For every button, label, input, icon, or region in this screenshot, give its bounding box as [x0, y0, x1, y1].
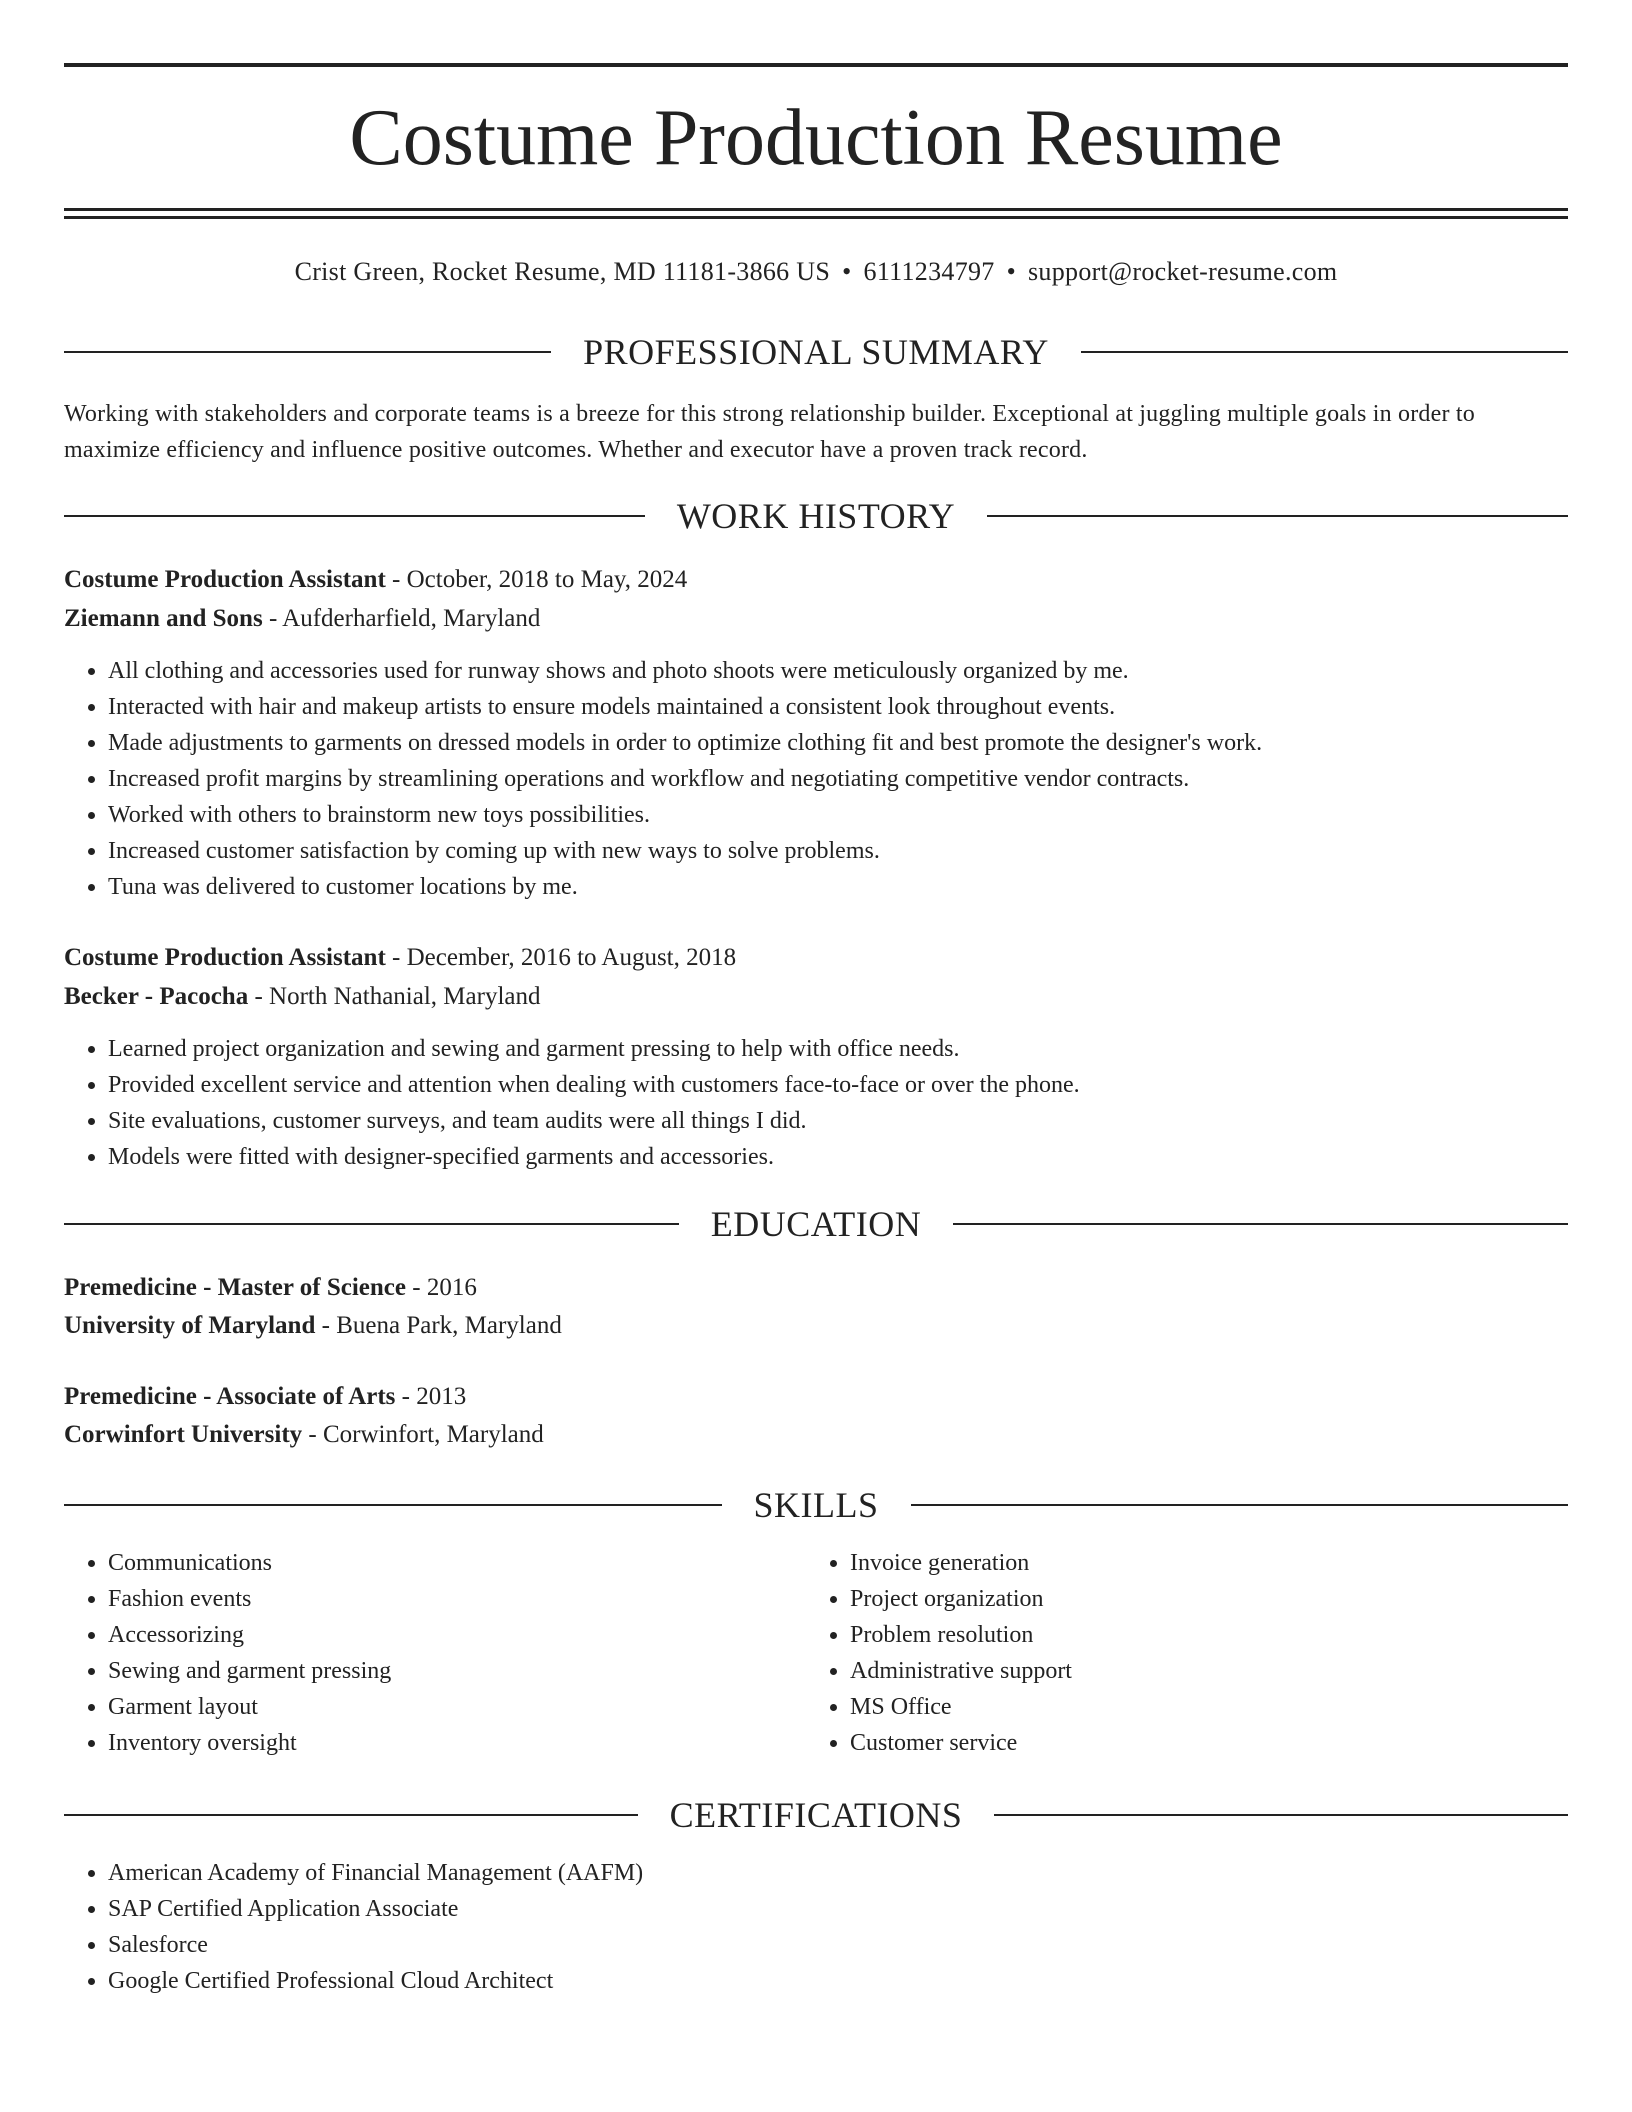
- section-heading-label: PROFESSIONAL SUMMARY: [583, 332, 1049, 372]
- skill-item: • Project organization: [850, 1581, 1072, 1617]
- job-dates: - October, 2018 to May, 2024: [385, 566, 688, 593]
- skill-item: • Sewing and garment pressing: [108, 1653, 391, 1689]
- summary-text: Working with stakeholders and corporate teams is a breeze for this strong relationship builder. Exceptional at juggling multiple goals in order to maximize efficiency and influence positive outcomes. Whether and executor have a proven track record.: [64, 401, 1475, 463]
- skill-item: • Accessorizing: [108, 1617, 391, 1653]
- list-item: • Provided excellent service and attention when dealing with customers face-to-face or over the phone.: [108, 1067, 1080, 1103]
- list-item: • Increased profit margins by streamlining operations and workflow and negotiating competitive vendor contracts.: [108, 761, 1262, 797]
- education-degree-line: [64, 1270, 1568, 1306]
- education-school: University of Maryland: [64, 1312, 316, 1339]
- skill-item: • Inventory oversight: [108, 1725, 391, 1761]
- heading-rule: [64, 1223, 679, 1225]
- job-location: - North Nathanial, Maryland: [248, 983, 541, 1010]
- list-item: • Tuna was delivered to customer locations by me.: [108, 869, 1262, 905]
- heading-rule: [987, 515, 1568, 517]
- education-degree: Premedicine - Associate of Arts: [64, 1383, 396, 1410]
- job-title-line: [64, 940, 1568, 976]
- job-bullets: [64, 653, 1262, 905]
- certification-item: • SAP Certified Application Associate: [108, 1891, 643, 1927]
- education-school: Corwinfort University: [64, 1421, 303, 1448]
- skill-item: • Communications: [108, 1545, 391, 1581]
- heading-rule: [64, 1814, 638, 1816]
- resume-title: Costume Production Resume: [349, 94, 1283, 182]
- education-school-line: [64, 1308, 1568, 1344]
- list-item: • Worked with others to brainstorm new toys possibilities.: [108, 797, 1262, 833]
- job-title: Costume Production Assistant: [64, 944, 386, 971]
- title-rule-upper: [64, 208, 1568, 211]
- section-heading-work: [64, 494, 1568, 538]
- heading-rule: [64, 515, 645, 517]
- title-rule-lower: [64, 216, 1568, 219]
- skill-item: • Garment layout: [108, 1689, 391, 1725]
- education-degree-line: [64, 1379, 1568, 1415]
- skills-list-left: [64, 1545, 391, 1761]
- contact-phone: 6111234797: [863, 257, 995, 286]
- job-title-line: [64, 562, 1568, 598]
- job-company: Becker - Pacocha: [64, 983, 249, 1010]
- section-heading-skills: [64, 1483, 1568, 1527]
- list-item: • Made adjustments to garments on dressed models in order to optimize clothing fit and best promote the designer's work.: [108, 725, 1262, 761]
- education-location: - Corwinfort, Maryland: [302, 1421, 544, 1448]
- list-item: • All clothing and accessories used for runway shows and photo shoots were meticulously organized by me.: [108, 653, 1262, 689]
- skill-item: • Fashion events: [108, 1581, 391, 1617]
- heading-rule: [1081, 351, 1568, 353]
- list-item: • Increased customer satisfaction by coming up with new ways to solve problems.: [108, 833, 1262, 869]
- job-location: - Aufderharfield, Maryland: [262, 605, 541, 632]
- contact-address: Crist Green, Rocket Resume, MD 11181-3866 US: [294, 257, 831, 286]
- list-item: • Site evaluations, customer surveys, and team audits were all things I did.: [108, 1103, 1080, 1139]
- section-heading-education: [64, 1202, 1568, 1246]
- section-heading-label: EDUCATION: [710, 1204, 922, 1244]
- heading-rule: [953, 1223, 1568, 1225]
- section-heading-summary: [64, 330, 1568, 374]
- skills-list-right: [806, 1545, 1072, 1761]
- skill-item: • Problem resolution: [850, 1617, 1072, 1653]
- skill-item: • MS Office: [850, 1689, 1072, 1725]
- list-item: • Learned project organization and sewing and garment pressing to help with office needs.: [108, 1031, 1080, 1067]
- contact-email: support@rocket-resume.com: [1028, 257, 1338, 286]
- contact-line: [64, 254, 1568, 290]
- job-company-line: [64, 601, 1568, 637]
- list-item: • Interacted with hair and makeup artists to ensure models maintained a consistent look throughout events.: [108, 689, 1262, 725]
- heading-rule: [994, 1814, 1568, 1816]
- job-dates: - December, 2016 to August, 2018: [385, 944, 737, 971]
- heading-rule: [64, 1504, 722, 1506]
- contact-separator: •: [842, 257, 852, 286]
- list-item: • Models were fitted with designer-specified garments and accessories.: [108, 1139, 1080, 1175]
- heading-rule: [911, 1504, 1569, 1506]
- contact-separator: •: [1006, 257, 1017, 286]
- certification-item: • Salesforce: [108, 1927, 643, 1963]
- job-title: Costume Production Assistant: [64, 566, 386, 593]
- education-year: - 2013: [395, 1383, 467, 1410]
- section-heading-label: SKILLS: [753, 1485, 879, 1525]
- education-year: - 2016: [406, 1274, 477, 1301]
- heading-rule: [64, 351, 551, 353]
- education-location: - Buena Park, Maryland: [315, 1312, 562, 1339]
- job-company: Ziemann and Sons: [64, 605, 263, 632]
- certification-item: • Google Certified Professional Cloud Architect: [108, 1963, 643, 1999]
- certification-item: • American Academy of Financial Management (AAFM): [108, 1855, 643, 1891]
- job-bullets: [64, 1031, 1080, 1175]
- section-heading-label: CERTIFICATIONS: [669, 1795, 963, 1835]
- skill-item: • Customer service: [850, 1725, 1072, 1761]
- education-degree: Premedicine - Master of Science: [64, 1274, 407, 1301]
- skill-item: • Invoice generation: [850, 1545, 1072, 1581]
- section-heading-certifications: [64, 1793, 1568, 1837]
- job-company-line: [64, 979, 1568, 1015]
- top-rule: [64, 63, 1568, 67]
- certifications-list: [64, 1855, 643, 1999]
- education-school-line: [64, 1417, 1568, 1453]
- section-heading-label: WORK HISTORY: [676, 496, 956, 536]
- skill-item: • Administrative support: [850, 1653, 1072, 1689]
